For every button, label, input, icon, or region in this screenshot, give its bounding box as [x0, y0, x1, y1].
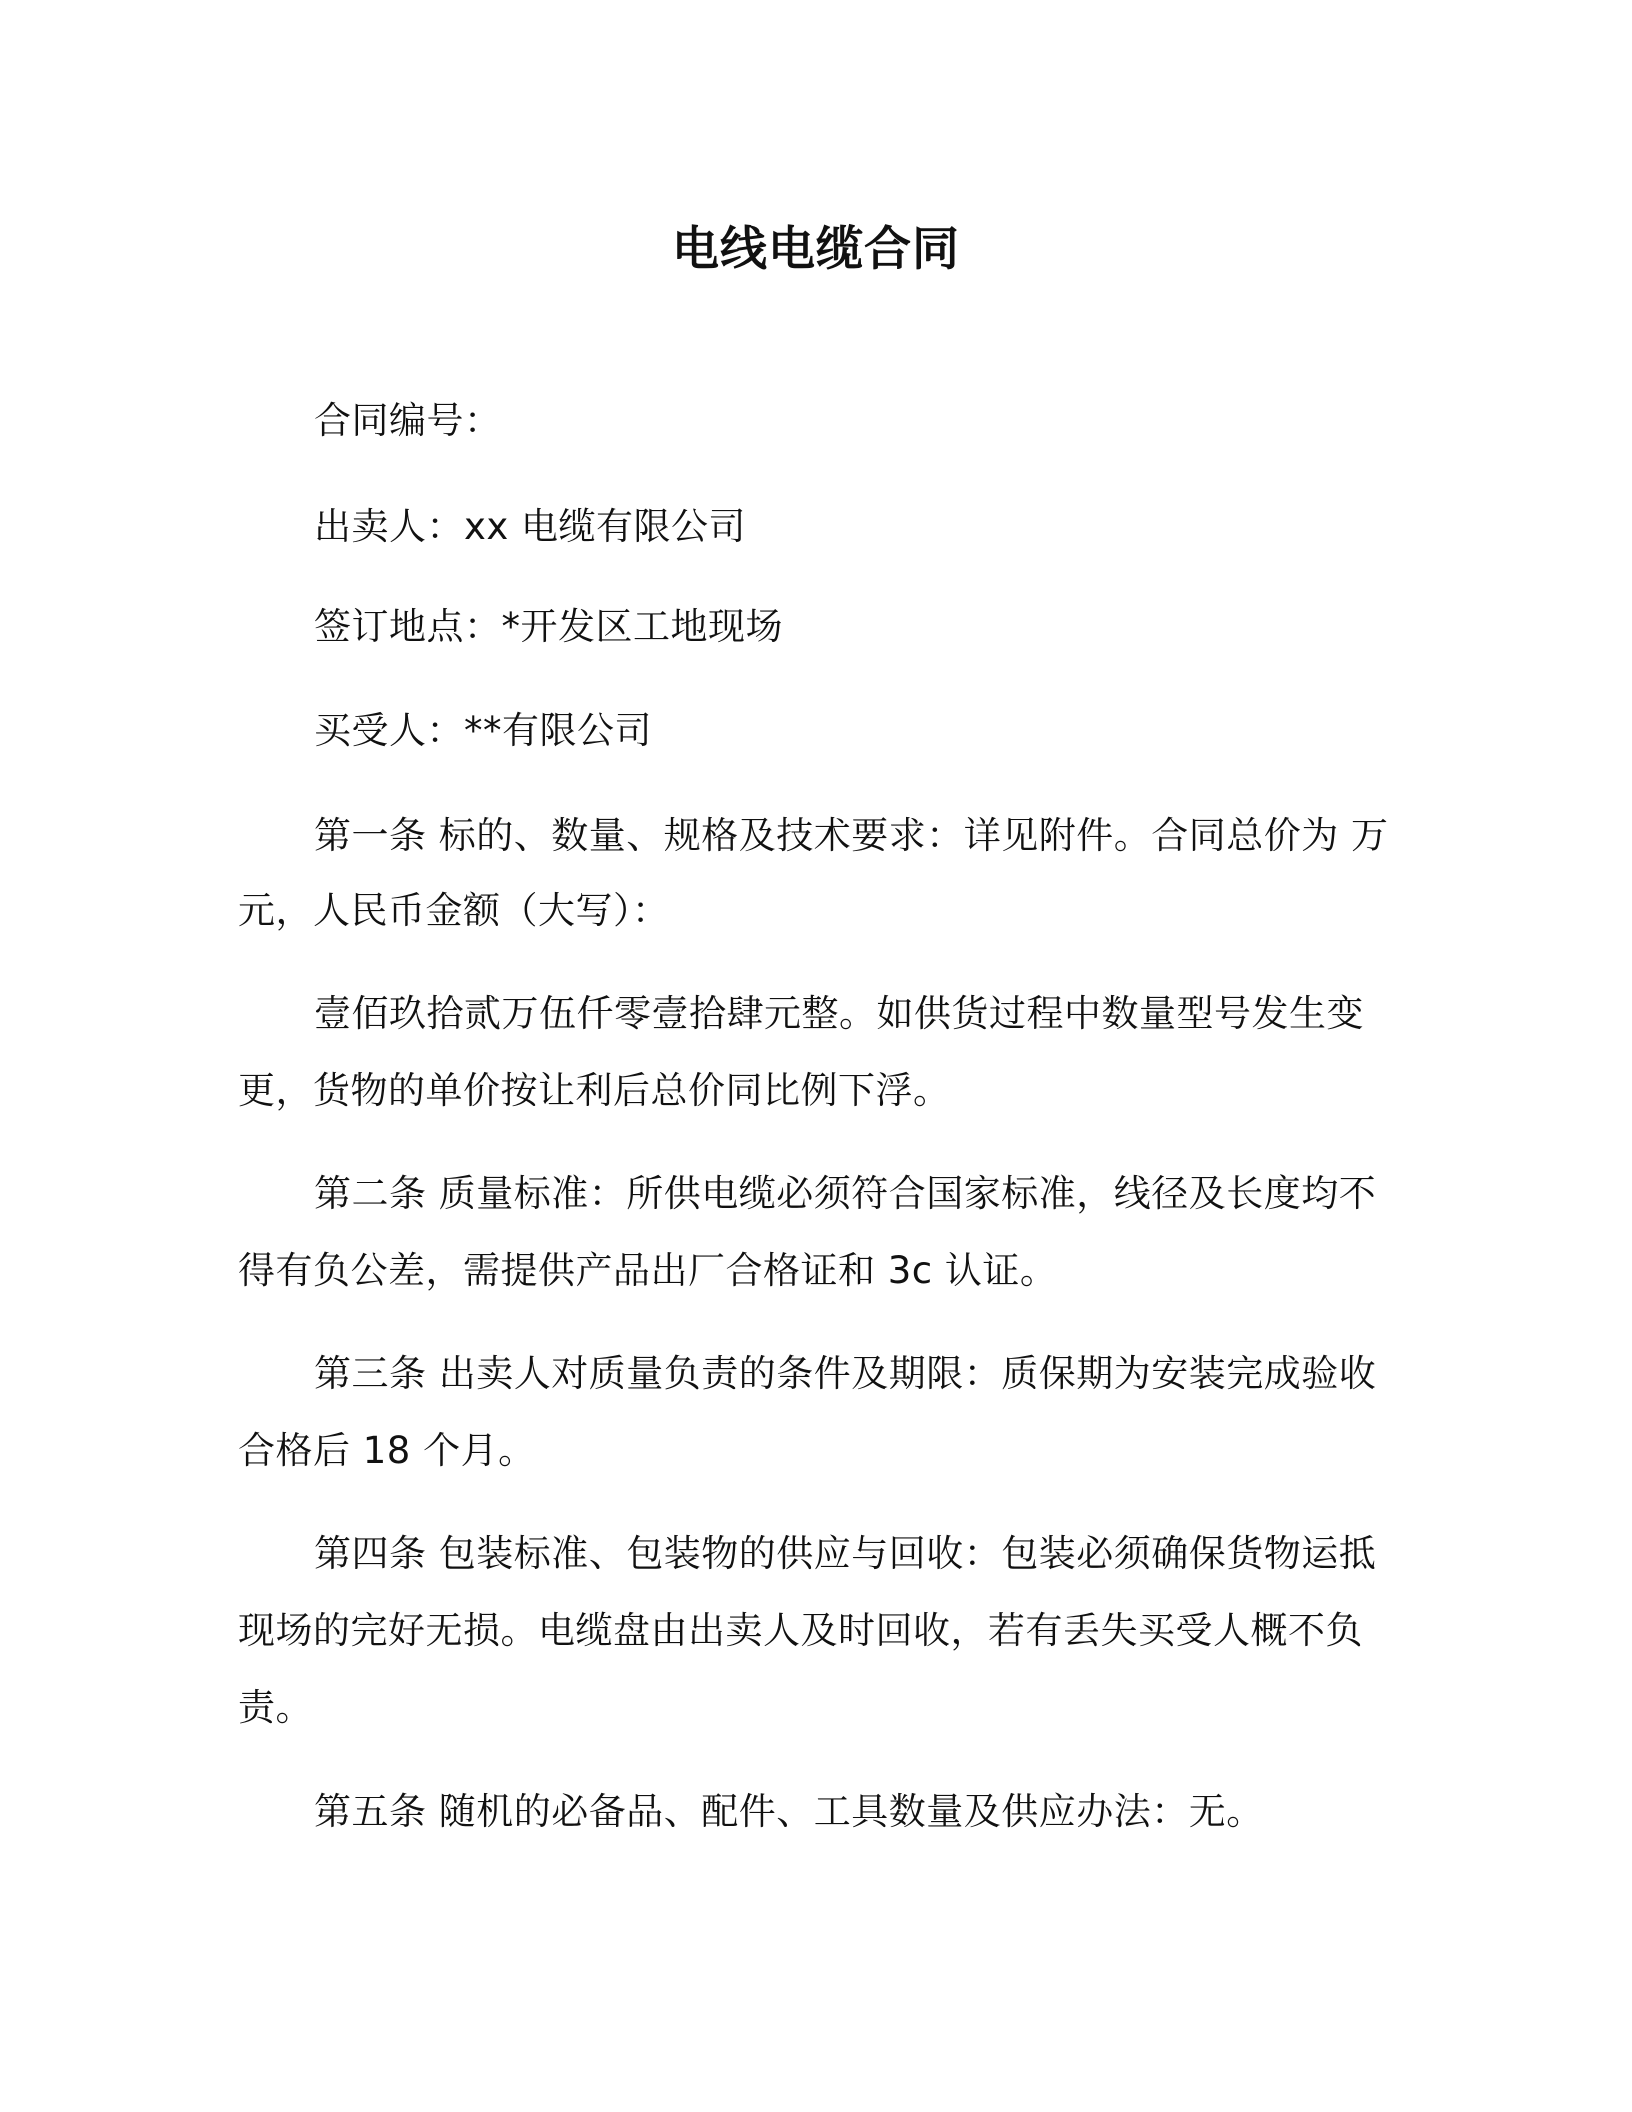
signing-place-field: 签订地点：*开发区工地现场 — [314, 605, 783, 648]
seller-field: 出卖人：xx 电缆有限公司 — [314, 505, 747, 548]
article-1-line-4: 更，货物的单价按让利后总价同比例下浮。 — [238, 1069, 951, 1112]
article-1-line-3: 壹佰玖拾贰万伍仟零壹拾肆元整。如供货过程中数量型号发生变 — [314, 992, 1364, 1035]
article-2-line-2: 得有负公差，需提供产品出厂合格证和 3c 认证。 — [238, 1249, 1058, 1292]
article-1-line-2: 元，人民币金额（大写）： — [238, 889, 670, 932]
article-4-line-3: 责。 — [238, 1686, 313, 1729]
article-3-line-1: 第三条 出卖人对质量负责的条件及期限：质保期为安装完成验收 — [314, 1352, 1377, 1395]
article-3-line-2: 合格后 18 个月。 — [238, 1429, 536, 1472]
article-1-line-1: 第一条 标的、数量、规格及技术要求：详见附件。合同总价为 万 — [314, 814, 1389, 857]
article-4-line-2: 现场的完好无损。电缆盘由出卖人及时回收，若有丢失买受人概不负 — [238, 1609, 1363, 1652]
article-5-line-1: 第五条 随机的必备品、配件、工具数量及供应办法：无。 — [314, 1790, 1264, 1833]
contract-number-field: 合同编号： — [314, 399, 502, 442]
article-2-line-1: 第二条 质量标准：所供电缆必须符合国家标准，线径及长度均不 — [314, 1172, 1377, 1215]
document-title: 电线电缆合同 — [672, 222, 960, 277]
buyer-field: 买受人：**有限公司 — [314, 709, 652, 752]
article-4-line-1: 第四条 包装标准、包装物的供应与回收：包装必须确保货物运抵 — [314, 1532, 1377, 1575]
